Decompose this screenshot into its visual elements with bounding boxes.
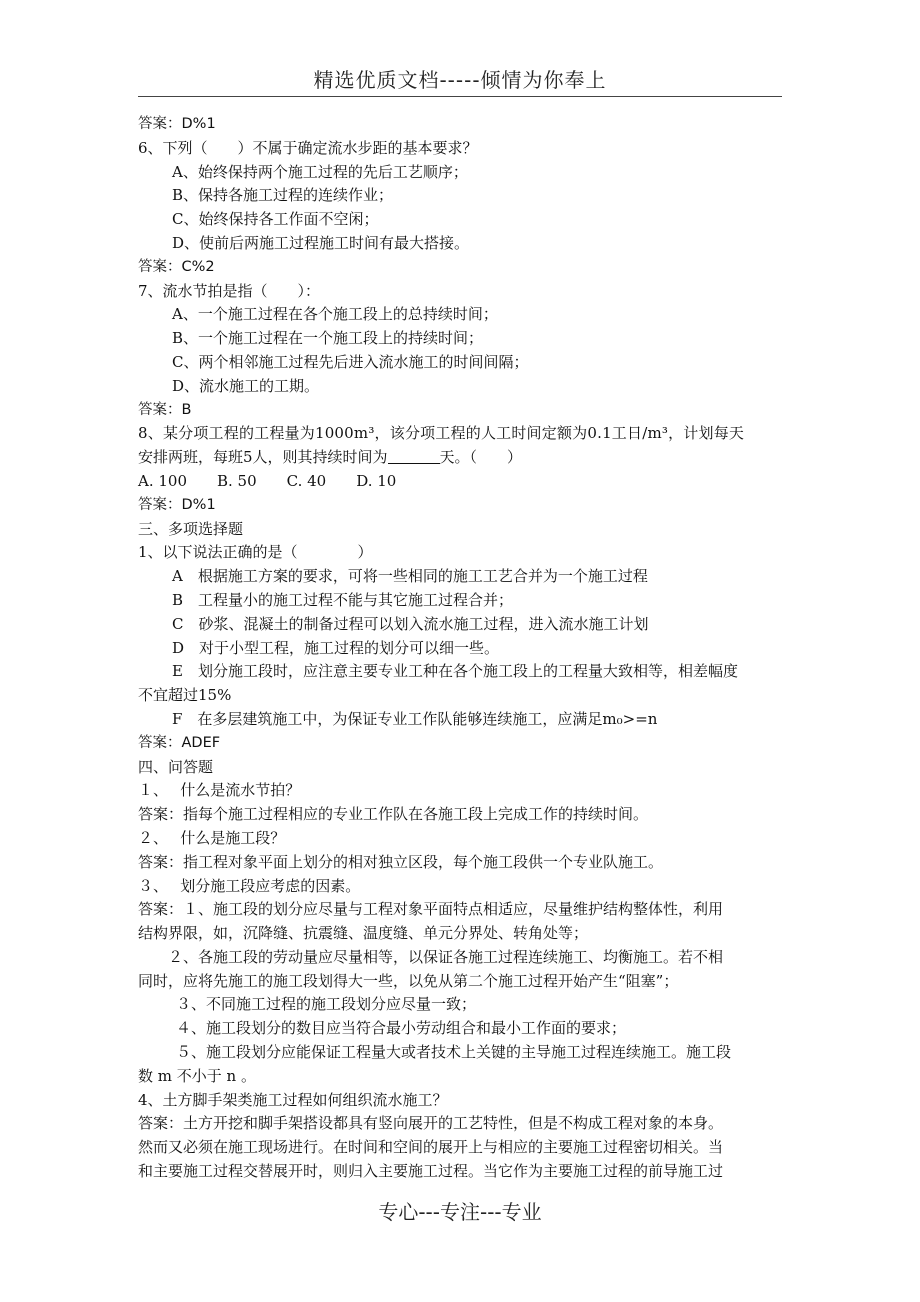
answer-line: 答案：指每个施工过程相应的专业工作队在各施工段上完成工作的持续时间。 — [138, 805, 649, 824]
answer-line: ３、不同施工过程的施工段划分应尽量一致； — [176, 995, 477, 1014]
option-line: A. 100 B. 50 C. 40 D. 10 — [138, 471, 397, 490]
answer-line: 然而又必须在施工现场进行。在时间和空间的展开上与相应的主要施工过程密切相关。当 — [138, 1138, 724, 1157]
question-7: 7、流水节拍是指（ ）： — [138, 281, 321, 300]
answer-line: 答案：C%2 — [138, 258, 215, 275]
option-line: B 工程量小的施工过程不能与其它施工过程合并； — [172, 590, 514, 609]
question-8-text-b: 天。（ ） — [439, 448, 523, 467]
question-6: 6、下列（ ）不属于确定流水步距的基本要求？ — [138, 138, 478, 157]
answer-line: 答案：指工程对象平面上划分的相对独立区段，每个施工段供一个专业队施工。 — [138, 852, 664, 871]
option-line: C、两个相邻施工过程先后进入流水施工的时间间隔； — [172, 352, 529, 371]
option-line: A、一个施工过程在各个施工段上的总持续时间； — [172, 305, 498, 324]
option-line: F 在多层建筑施工中，为保证专业工作队能够连续施工，应满足m₀>=n — [172, 709, 658, 728]
option-line: D、使前后两施工过程施工时间有最大搭接。 — [172, 233, 470, 252]
option-line: A 根据施工方案的要求，可将一些相同的施工工艺合并为一个施工过程 — [172, 567, 648, 586]
option-line: D 对于小型工程，施工过程的划分可以细一些。 — [172, 638, 500, 657]
answer-line: 答案：土方开挖和脚手架搭设都具有竖向展开的工艺特性，但是不构成工程对象的本身。 — [138, 1114, 724, 1133]
question-8: 8、某分项工程的工程量为1000m³，该分项工程的人工时间定额为0.1工日/m³，计划每天 — [138, 424, 745, 443]
header-divider — [138, 96, 782, 97]
fill-blank — [388, 448, 440, 464]
question-8-continued — [138, 446, 788, 470]
document-body — [138, 113, 788, 1184]
question-multi-1: 1、以下说法正确的是（ ） — [138, 543, 373, 562]
answer-line: 答案：ADEF — [138, 734, 221, 751]
answer-line: 结构界限，如，沉降缝、抗震缝、温度缝、单元分界处、转角处等； — [138, 924, 589, 943]
question-line: 4、土方脚手架类施工过程如何组织流水施工？ — [138, 1090, 448, 1109]
answer-line: 答案：１、施工段的划分应尽量与工程对象平面特点相适应，尽量维护结构整体性，利用 — [138, 900, 724, 919]
option-line: E 划分施工段时，应注意主要专业工种在各个施工段上的工程量大致相等，相差幅度 — [172, 662, 738, 681]
answer-line: 和主要施工过程交替展开时，则归入主要施工过程。当它作为主要施工过程的前导施工过 — [138, 1162, 724, 1181]
question-8-text-a: 安排两班，每班5人，则其持续时间为 — [138, 448, 388, 467]
option-line: C 砂浆、混凝土的制备过程可以划入流水施工过程，进入流水施工计划 — [172, 614, 649, 633]
answer-line: ５、施工段划分应能保证工程量大或者技术上关键的主导施工过程连续施工。施工段 — [176, 1043, 732, 1062]
answer-line: 数 m 不小于 n 。 — [138, 1066, 256, 1085]
answer-line: 答案：D%1 — [138, 496, 216, 513]
page-footer: 专心---专注---专业 — [378, 1200, 542, 1224]
option-line: B、保持各施工过程的连续作业； — [172, 186, 394, 205]
section-heading: 四、问答题 — [138, 757, 214, 776]
question-line: ３、 划分施工段应考虑的因素。 — [138, 876, 361, 895]
option-line: D、流水施工的工期。 — [172, 376, 320, 395]
answer-line: 答案：B — [138, 401, 192, 418]
option-line-continued: 不宜超过15% — [138, 686, 232, 705]
page-header: 精选优质文档-----倾情为你奉上 — [313, 68, 607, 92]
option-line: B、一个施工过程在一个施工段上的持续时间； — [172, 329, 484, 348]
answer-line: ２、各施工段的劳动量应尽量相等，以保证各施工过程连续施工、均衡施工。若不相 — [168, 947, 724, 966]
answer-line: ４、施工段划分的数目应当符合最小劳动组合和最小工作面的要求； — [176, 1019, 627, 1038]
question-line: ２、 什么是施工段？ — [138, 828, 286, 847]
section-heading: 三、多项选择题 — [138, 519, 244, 538]
option-line: C、始终保持各工作面不空闲； — [172, 210, 379, 229]
answer-line: 答案：D%1 — [138, 116, 216, 132]
option-line: A、始终保持两个施工过程的先后工艺顺序； — [172, 162, 468, 181]
answer-line: 同时，应将先施工的施工段划得大一些，以免从第二个施工过程开始产生“阻塞”； — [138, 971, 679, 990]
question-line: １、 什么是流水节拍？ — [138, 781, 301, 800]
